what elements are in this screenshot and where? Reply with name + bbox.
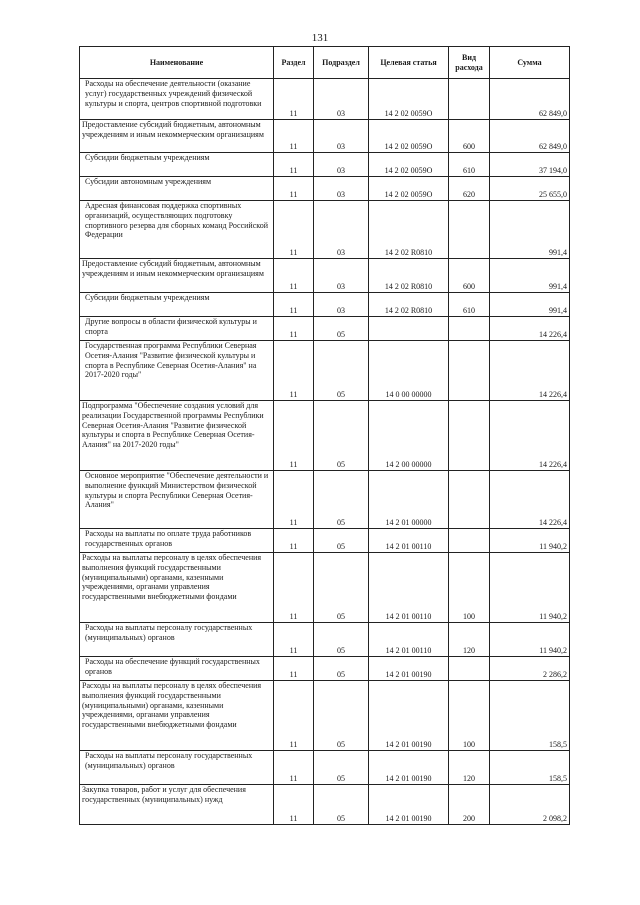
row-name: Расходы на выплаты персоналу в целях обеспечения выполнения функций государственными (муниципальными) органами, казенными учреждениями, органами управления государственными внебюджетными фондами (80, 553, 274, 623)
row-subsection: 05 (314, 623, 369, 657)
row-amount: 11 940,2 (490, 623, 570, 657)
table-row (80, 341, 570, 401)
row-article: 14 2 02 0059О (369, 177, 449, 201)
row-subsection: 03 (314, 201, 369, 259)
table-row (80, 317, 570, 341)
row-name: Другие вопросы в области физической культуры и спорта (80, 317, 274, 341)
row-type: 120 (449, 623, 490, 657)
row-amount: 991,4 (490, 293, 570, 317)
row-section: 11 (274, 471, 314, 529)
table-row (80, 657, 570, 681)
row-section: 11 (274, 317, 314, 341)
row-name: Субсидии бюджетным учреждениям (80, 293, 274, 317)
table-row (80, 529, 570, 553)
table-row (80, 681, 570, 751)
row-name: Расходы на выплаты по оплате труда работников государственных органов (80, 529, 274, 553)
row-name: Государственная программа Республики Северная Осетия-Алания "Развитие физической культуры и спорта в Республике Северная Осетия-Алания" на 2017-2020 годы" (80, 341, 274, 401)
row-article (369, 317, 449, 341)
row-type: 600 (449, 259, 490, 293)
table-row (80, 751, 570, 785)
row-section: 11 (274, 401, 314, 471)
row-name: Субсидии автономным учреждениям (80, 177, 274, 201)
row-type: 610 (449, 293, 490, 317)
row-article: 14 2 02 R0810 (369, 259, 449, 293)
row-type (449, 471, 490, 529)
row-subsection: 05 (314, 751, 369, 785)
row-article: 14 2 00 00000 (369, 401, 449, 471)
table-row (80, 201, 570, 259)
table-row (80, 401, 570, 471)
row-name: Расходы на выплаты персоналу государственных (муниципальных) органов (80, 623, 274, 657)
row-section: 11 (274, 259, 314, 293)
row-section: 11 (274, 751, 314, 785)
row-article: 14 2 01 00190 (369, 657, 449, 681)
row-name: Адресная финансовая поддержка спортивных организаций, осуществляющих подготовку спортивного резерва для сборных команд Российской Федерации (80, 201, 274, 259)
row-subsection: 05 (314, 401, 369, 471)
row-subsection: 03 (314, 79, 369, 120)
row-section: 11 (274, 79, 314, 120)
row-amount: 14 226,4 (490, 341, 570, 401)
table-row (80, 623, 570, 657)
row-subsection: 03 (314, 153, 369, 177)
row-section: 11 (274, 120, 314, 153)
row-article: 14 2 01 00110 (369, 553, 449, 623)
row-section: 11 (274, 657, 314, 681)
row-name: Подпрограмма "Обеспечение создания условий для реализации Государственной программы Республики Северная Осетия-Алания "Развитие физической культуры и спорта в Республике Северная Осетия-Алания" на 2017-2020 годы" (80, 401, 274, 471)
row-type: 120 (449, 751, 490, 785)
row-amount: 37 194,0 (490, 153, 570, 177)
table-row (80, 177, 570, 201)
row-section: 11 (274, 153, 314, 177)
row-amount: 11 940,2 (490, 553, 570, 623)
row-name: Основное мероприятие "Обеспечение деятельности и выполнение функций Министерством физической культуры и спорта Республики Северная Осетия-Алания" (80, 471, 274, 529)
row-name: Расходы на обеспечение функций государственных органов (80, 657, 274, 681)
row-name: Расходы на обеспечение деятельности (оказание услуг) государственных учреждений физической культуры и спорта, центров спортивной подготовки (80, 79, 274, 120)
row-section: 11 (274, 293, 314, 317)
table-row (80, 79, 570, 120)
row-type (449, 341, 490, 401)
row-article: 14 2 01 00000 (369, 471, 449, 529)
row-article: 14 2 01 00110 (369, 623, 449, 657)
row-article: 14 2 01 00190 (369, 681, 449, 751)
header-expense-type: Вид расхода (449, 47, 490, 79)
table-row (80, 120, 570, 153)
table-row (80, 153, 570, 177)
row-section: 11 (274, 681, 314, 751)
row-amount: 25 655,0 (490, 177, 570, 201)
row-section: 11 (274, 785, 314, 825)
row-type (449, 657, 490, 681)
row-subsection: 05 (314, 317, 369, 341)
row-section: 11 (274, 201, 314, 259)
row-section: 11 (274, 341, 314, 401)
row-type (449, 529, 490, 553)
table-row (80, 785, 570, 825)
row-subsection: 03 (314, 259, 369, 293)
row-subsection: 03 (314, 293, 369, 317)
row-amount: 158,5 (490, 751, 570, 785)
row-amount: 11 940,2 (490, 529, 570, 553)
table-row (80, 259, 570, 293)
row-amount: 2 098,2 (490, 785, 570, 825)
row-subsection: 05 (314, 681, 369, 751)
row-section: 11 (274, 623, 314, 657)
budget-table (79, 46, 570, 825)
row-article: 14 0 00 00000 (369, 341, 449, 401)
row-name: Предоставление субсидий бюджетным, автономным учреждениям и иным некоммерческим организациям (80, 259, 274, 293)
row-amount: 158,5 (490, 681, 570, 751)
row-subsection: 05 (314, 341, 369, 401)
row-amount: 991,4 (490, 201, 570, 259)
row-amount: 14 226,4 (490, 471, 570, 529)
row-article: 14 2 02 0059О (369, 153, 449, 177)
row-subsection: 05 (314, 553, 369, 623)
header-section: Раздел (274, 47, 314, 79)
row-section: 11 (274, 529, 314, 553)
row-type (449, 79, 490, 120)
row-amount: 991,4 (490, 259, 570, 293)
row-article: 14 2 02 R0810 (369, 293, 449, 317)
row-type: 620 (449, 177, 490, 201)
row-type: 600 (449, 120, 490, 153)
row-name: Закупка товаров, работ и услуг для обеспечения государственных (муниципальных) нужд (80, 785, 274, 825)
row-name: Субсидии бюджетным учреждениям (80, 153, 274, 177)
table-row (80, 553, 570, 623)
row-amount: 14 226,4 (490, 401, 570, 471)
page-number: 131 (311, 32, 329, 44)
row-article: 14 2 02 0059О (369, 79, 449, 120)
row-name: Предоставление субсидий бюджетным, автономным учреждениям и иным некоммерческим организациям (80, 120, 274, 153)
row-amount: 62 849,0 (490, 120, 570, 153)
row-name: Расходы на выплаты персоналу государственных (муниципальных) органов (80, 751, 274, 785)
row-type (449, 201, 490, 259)
row-subsection: 03 (314, 177, 369, 201)
header-amount: Сумма (490, 47, 570, 79)
row-subsection: 03 (314, 120, 369, 153)
row-section: 11 (274, 553, 314, 623)
header-target-article: Целевая статья (369, 47, 449, 79)
row-type: 200 (449, 785, 490, 825)
row-article: 14 2 02 R0810 (369, 201, 449, 259)
row-article: 14 2 02 0059О (369, 120, 449, 153)
table-header-row (80, 47, 570, 79)
row-article: 14 2 01 00190 (369, 751, 449, 785)
row-type: 610 (449, 153, 490, 177)
header-name: Наименование (80, 47, 274, 79)
row-amount: 62 849,0 (490, 79, 570, 120)
row-subsection: 05 (314, 471, 369, 529)
table-row (80, 471, 570, 529)
row-type (449, 401, 490, 471)
row-type: 100 (449, 681, 490, 751)
table-row (80, 293, 570, 317)
row-subsection: 05 (314, 529, 369, 553)
row-type (449, 317, 490, 341)
row-type: 100 (449, 553, 490, 623)
header-subsection: Подраздел (314, 47, 369, 79)
row-article: 14 2 01 00190 (369, 785, 449, 825)
row-subsection: 05 (314, 785, 369, 825)
row-subsection: 05 (314, 657, 369, 681)
row-amount: 2 286,2 (490, 657, 570, 681)
row-section: 11 (274, 177, 314, 201)
row-amount: 14 226,4 (490, 317, 570, 341)
row-name: Расходы на выплаты персоналу в целях обеспечения выполнения функций государственными (муниципальными) органами, казенными учреждениями, органами управления государственными внебюджетными фондами (80, 681, 274, 751)
row-article: 14 2 01 00110 (369, 529, 449, 553)
